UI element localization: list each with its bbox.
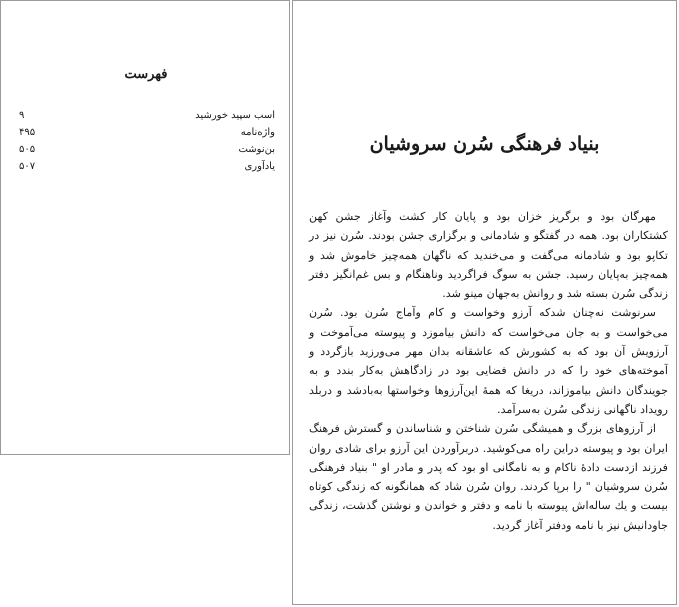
toc-entry-label: بن‌نوشت — [238, 144, 275, 155]
toc-entry-page: ۴۹۵ — [19, 127, 36, 138]
table-of-contents-page — [0, 0, 290, 455]
toc-entry-label: واژه‌نامه — [240, 127, 275, 138]
toc-title: فهرست — [124, 67, 168, 82]
toc-entry-label: اسب سپيد خورشيد — [195, 110, 275, 121]
toc-entry — [19, 158, 275, 175]
dedication-paragraph: سرنوشت نه‌چنان شدکه آرزو وخواست و کام وآماج سُرن بود. سُرن می‌خواست و به جان می‌خواست که دانش بياموزد و پيوسته می‌آموخت و آرزويش آن بود که به کشورش که عاشقانه بدان مهر می‌ورزيد بازگردد و آموخته‌های خود را که در دانش فضايی بود در زادگاهش به‌کار بندد و به جويندگان دانش بياموزاند، دريغا که همهٔ اين‌آرزوها وخواستها به‌بادشد و دربلد رويداد ناگهانی زندگی سُرن به‌سرآمد. — [309, 306, 668, 416]
foundation-title: بنياد فرهنگی سُرن سروشيان — [369, 133, 600, 155]
dedication-text — [309, 207, 668, 535]
toc-entry — [19, 141, 275, 158]
dedication-page — [292, 0, 677, 605]
toc-entry — [19, 107, 275, 124]
toc-entry-page: ۵۰۷ — [19, 161, 36, 172]
toc-entry-page: ۵۰۵ — [19, 144, 36, 155]
dedication-paragraph: مهرگان بود و برگريز خزان بود و پايان کار کشت وآغاز جشن کهن کشتکاران بود. همه در گفتگو و شادمانی و برگزاری جشن بودند. سُرن نيز در تکاپو بود و شادمانه می‌گفت و می‌خنديد که ناگهان همه‌چيز خاموش شد و همه‌چيز به‌پايان رسيد. جشن به سوگ فراگرديد وناهنگام و بس غم‌انگيز دفتر زندگی سُرن بسته شد و روانش به‌جهان مينو شد. — [309, 210, 668, 301]
toc-list — [19, 107, 275, 175]
toc-entry — [19, 124, 275, 141]
toc-entry-page: ۹ — [19, 110, 25, 121]
dedication-paragraph: از آرزوهای بزرگ و هميشگی سُرن شناختن و شناساندن و گسترش فرهنگ ايران بود و پيوسته دراين راه می‌کوشيد. دربرآوردن اين آرزو برای شادی روان فرزند ازدست دادهٔ ناکام و به نامگانی او بود که پدر و مادر او " بنياد فرهنگی سُرن سروشيان " را برپا کردند. روان سُرن شاد که همانگونه که زندگی کوتاه بيست و يك ساله‌اش پيوسته با نامه و دفتر و خواندن و نوشتن گذشت، زندگی جاودانيش نيز با نامه ودفتر آغاز گرديد. — [309, 422, 668, 532]
toc-entry-label: يادآوری — [244, 161, 275, 172]
